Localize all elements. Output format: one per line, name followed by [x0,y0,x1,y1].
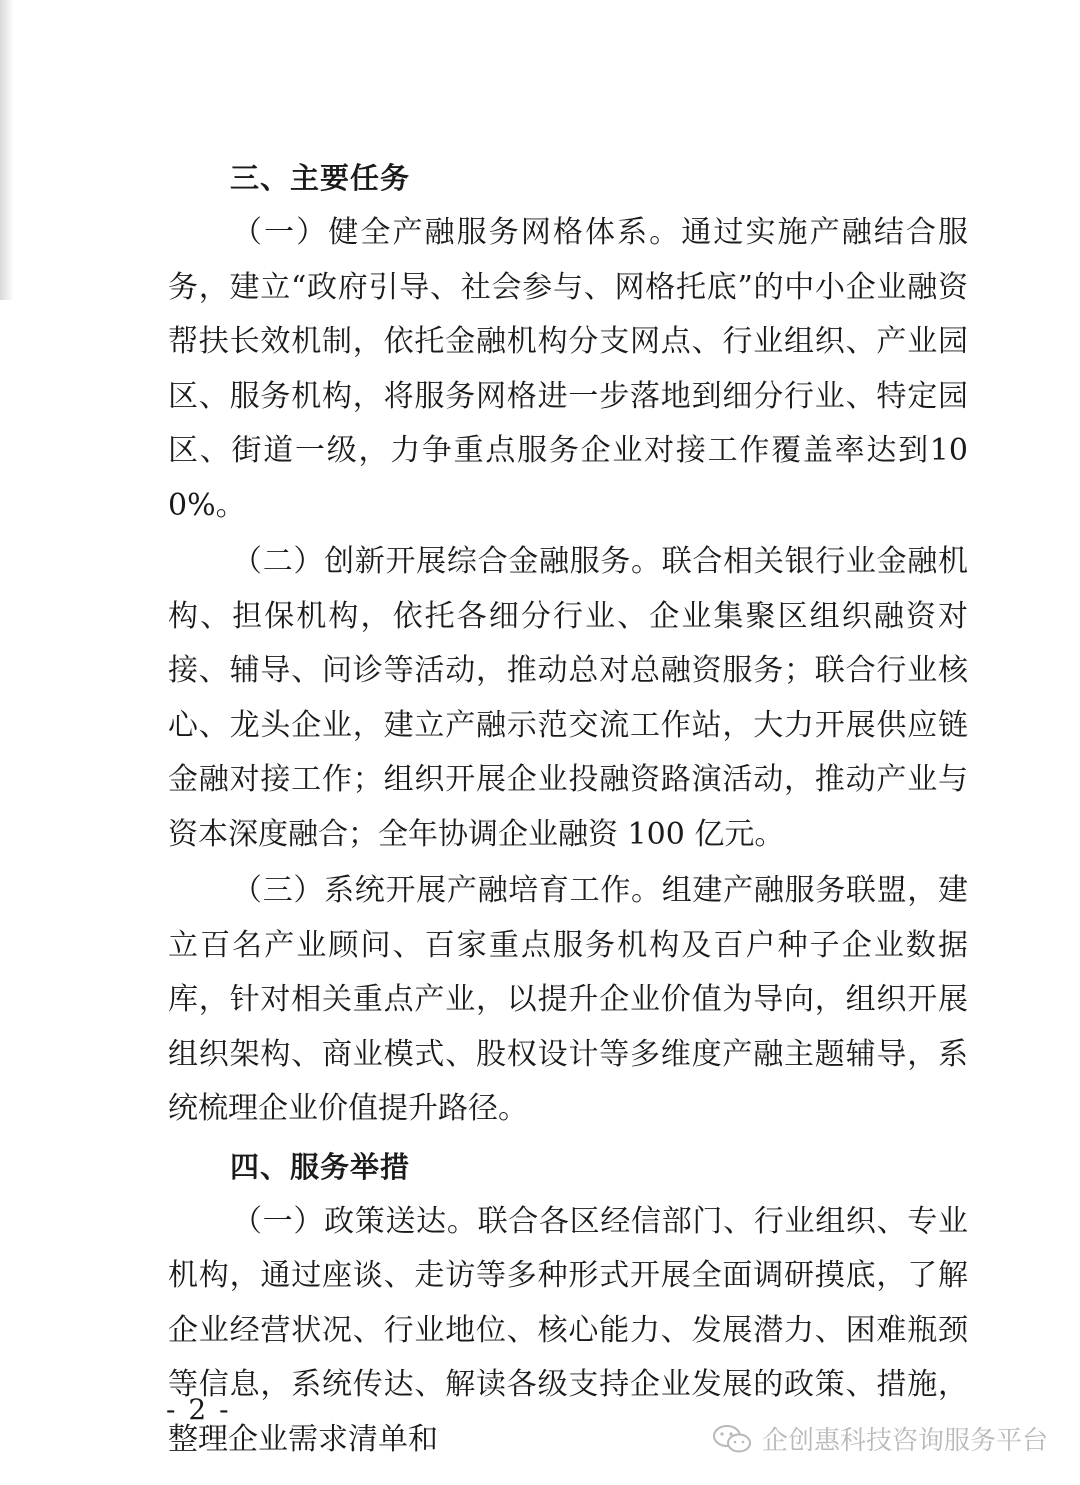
page-number: - 2 - [166,1393,231,1426]
scan-edge-shadow [0,0,14,300]
section-service-measures [168,1139,968,1468]
paragraph: （一）健全产融服务网格体系。通过实施产融结合服务，建立“政府引导、社会参与、网格托底”的中小企业融资帮扶长效机制，依托金融机构分支网点、行业组织、产业园区、服务机构，将服务网格进一步落地到细分行业、特定园区、街道一级，力争重点服务企业对接工作覆盖率达到100%。 [168,215,968,523]
section-heading: 四、服务举措 [230,1149,411,1184]
wechat-icon [712,1424,752,1454]
paragraph: （三）系统开展产融培育工作。组建产融服务联盟，建立百名产业顾问、百家重点服务机构及百户种子企业数据库，针对相关重点产业，以提升企业价值为导向，组织开展组织架构、商业模式、股权设计等多维度产融主题辅导，系统梳理企业价值提升路径。 [168,873,968,1126]
paragraph: （二）创新开展综合金融服务。联合相关银行业金融机构、担保机构，依托各细分行业、企业集聚区组织融资对接、辅导、问诊等活动，推动总对总融资服务；联合行业核心、龙头企业，建立产融示范交流工作站，大力开展供应链金融对接工作；组织开展企业投融资路演活动，推动产业与资本深度融合；全年协调企业融资 100 亿元。 [168,544,968,852]
document-page [168,150,968,1469]
watermark-text: 企创惠科技咨询服务平台 [761,1426,1048,1456]
watermark [712,1420,1048,1457]
paragraph: （一）政策送达。联合各区经信部门、行业组织、专业机构，通过座谈、走访等多种形式开展全面调研摸底，了解企业经营状况、行业地位、核心能力、发展潜力、困难瓶颈等信息，系统传达、解读各级支持企业发展的政策、措施，整理企业需求清单和 [168,1203,968,1457]
section-heading: 三、主要任务 [230,161,411,195]
section-main-tasks [168,150,968,1137]
